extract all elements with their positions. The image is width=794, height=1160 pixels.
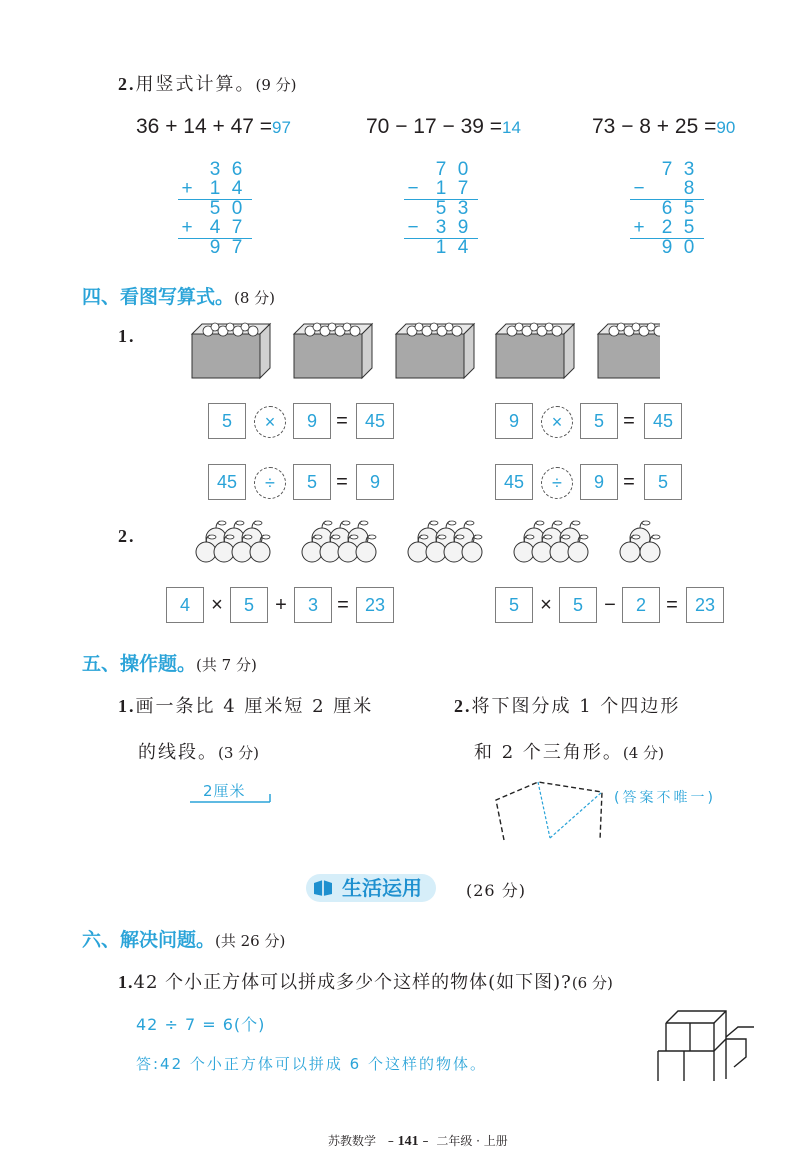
digit: 6 bbox=[661, 198, 673, 219]
digit: 5 bbox=[683, 217, 695, 238]
question-number: 2. bbox=[454, 696, 472, 716]
cube-blocks-illustration bbox=[190, 322, 660, 382]
question-number: 1. bbox=[118, 326, 136, 346]
digit: 1 bbox=[209, 178, 221, 199]
section-5-title bbox=[82, 649, 257, 676]
q5-1-line2 bbox=[138, 738, 259, 764]
expression-answer: 14 bbox=[502, 118, 521, 137]
cube-stack-figure bbox=[654, 1005, 754, 1085]
operator-circle: ÷ bbox=[254, 467, 286, 499]
question-text: 画一条比 4 厘米短 2 厘米 bbox=[135, 696, 374, 717]
digit: 5 bbox=[435, 198, 447, 219]
book-icon bbox=[312, 879, 334, 897]
operator-circle: ÷ bbox=[541, 467, 573, 499]
apple-group bbox=[514, 521, 588, 562]
answer-box: 5 bbox=[208, 403, 246, 439]
footer-book-title: 苏教数学 bbox=[328, 1134, 377, 1148]
question-points: (3 分) bbox=[218, 744, 260, 762]
problem-1-expression bbox=[136, 115, 291, 139]
digit: 3 bbox=[457, 198, 469, 219]
digit: 4 bbox=[457, 237, 469, 258]
answer-box: 9 bbox=[356, 464, 394, 500]
section-points: (8 分) bbox=[234, 289, 276, 307]
page-footer: 苏教数学 – 141 – 二年级 · 上册 bbox=[328, 1134, 508, 1149]
q5-2-line2 bbox=[474, 738, 664, 764]
answer-box: 9 bbox=[495, 403, 533, 439]
equals-sign: = bbox=[336, 471, 348, 493]
answer-box: 9 bbox=[293, 403, 331, 439]
operator-sign: × bbox=[540, 594, 552, 616]
apple-group bbox=[302, 521, 376, 562]
answer-box: 45 bbox=[208, 464, 246, 500]
digit: 8 bbox=[683, 178, 695, 199]
section-title-text: 六、解决问题。 bbox=[82, 929, 216, 951]
operator: − bbox=[407, 217, 419, 238]
operator-sign: − bbox=[604, 594, 616, 616]
cube-block bbox=[396, 323, 474, 378]
problem-2-expression bbox=[366, 115, 521, 139]
operator: − bbox=[633, 178, 645, 199]
equals-sign: = bbox=[337, 594, 349, 616]
answer-note: (答案不唯一) bbox=[614, 790, 716, 806]
answer-box: 4 bbox=[166, 587, 204, 623]
answer-box: 45 bbox=[356, 403, 394, 439]
q5-2-line1 bbox=[454, 692, 680, 718]
question-points: (9 分) bbox=[255, 76, 297, 94]
equals-sign: = bbox=[336, 410, 348, 432]
answer-box: 5 bbox=[495, 587, 533, 623]
expression-answer: 97 bbox=[272, 118, 291, 137]
operator: + bbox=[181, 217, 193, 238]
calc-line: 42 ÷ 7 = 6(个) bbox=[136, 1015, 266, 1034]
cube-block bbox=[192, 323, 270, 378]
question-number: 1. bbox=[118, 972, 134, 992]
question-number: 2. bbox=[118, 74, 136, 94]
answer-box: 5 bbox=[559, 587, 597, 623]
page-number: 141 bbox=[397, 1134, 419, 1149]
life-application-banner bbox=[306, 874, 436, 902]
answer-box: 23 bbox=[686, 587, 724, 623]
problem-3-expression bbox=[592, 115, 735, 139]
apple-groups-illustration bbox=[190, 518, 680, 568]
answer-box: 3 bbox=[294, 587, 332, 623]
digit: 3 bbox=[435, 217, 447, 238]
drawn-segment bbox=[186, 790, 276, 806]
digit: 7 bbox=[231, 217, 243, 238]
vertical-calc-3 bbox=[630, 160, 710, 260]
expression-text: 36 + 14 + 47 = bbox=[136, 115, 273, 138]
operator-circle: × bbox=[541, 406, 573, 438]
digit: 5 bbox=[683, 198, 695, 219]
digit: 3 bbox=[683, 159, 695, 180]
digit: 7 bbox=[435, 159, 447, 180]
cube-block bbox=[294, 323, 372, 378]
equals-sign: = bbox=[623, 410, 635, 432]
equals-sign: = bbox=[666, 594, 678, 616]
q6-1-line bbox=[118, 968, 613, 994]
answer-box: 5 bbox=[230, 587, 268, 623]
digit: 2 bbox=[661, 217, 673, 238]
digit: 1 bbox=[435, 237, 447, 258]
answer-box: 2 bbox=[622, 587, 660, 623]
operator-sign: + bbox=[275, 594, 287, 616]
answer-box: 5 bbox=[644, 464, 682, 500]
answer-box: 45 bbox=[495, 464, 533, 500]
expression-answer: 90 bbox=[716, 118, 736, 137]
digit: 4 bbox=[231, 178, 243, 199]
digit: 0 bbox=[457, 159, 469, 180]
section-points: (共 7 分) bbox=[196, 656, 257, 674]
line-length-label: 2厘米 bbox=[203, 782, 246, 800]
cube-block bbox=[598, 323, 660, 378]
section-title-text: 五、操作题。 bbox=[82, 653, 197, 675]
banner-points: (26 分) bbox=[466, 881, 526, 900]
banner-label: 生活运用 bbox=[342, 876, 422, 900]
operator: + bbox=[633, 217, 645, 238]
digit: 4 bbox=[209, 217, 221, 238]
question-points: (6 分) bbox=[571, 974, 613, 992]
digit: 1 bbox=[435, 178, 447, 199]
digit: 7 bbox=[231, 237, 243, 258]
footer-grade: 二年级 · 上册 bbox=[436, 1134, 508, 1148]
vertical-calc-1 bbox=[178, 160, 258, 260]
digit: 9 bbox=[457, 217, 469, 238]
digit: 7 bbox=[661, 159, 673, 180]
section-6-title bbox=[82, 925, 285, 952]
apple-group bbox=[620, 521, 660, 562]
digit: 5 bbox=[209, 198, 221, 219]
question-points: (4 分) bbox=[622, 744, 664, 762]
answer-box: 5 bbox=[580, 403, 618, 439]
digit: 3 bbox=[209, 159, 221, 180]
question-text: 将下图分成 1 个四边形 bbox=[471, 696, 681, 717]
operator: + bbox=[181, 178, 193, 199]
apple-group bbox=[196, 521, 270, 562]
section-4-title bbox=[82, 282, 275, 309]
cube-block bbox=[496, 323, 574, 378]
operator-circle: × bbox=[254, 406, 286, 438]
operator-sign: × bbox=[211, 594, 223, 616]
question-text: 和 2 个三角形。 bbox=[474, 742, 623, 763]
digit: 0 bbox=[683, 237, 695, 258]
answer-box: 23 bbox=[356, 587, 394, 623]
question-text: 42 个小正方体可以拼成多少个这样的物体(如下图)? bbox=[133, 972, 572, 993]
answer-line: 答:42 个小正方体可以拼成 6 个这样的物体。 bbox=[136, 1055, 487, 1073]
section-points: (共 26 分) bbox=[215, 932, 286, 950]
digit: 9 bbox=[661, 237, 673, 258]
question-number: 2. bbox=[118, 526, 136, 546]
expression-text: 73 − 8 + 25 = bbox=[592, 115, 717, 138]
q2-header bbox=[118, 70, 297, 96]
answer-box: 5 bbox=[293, 464, 331, 500]
apple-group bbox=[408, 521, 482, 562]
section-title-text: 四、看图写算式。 bbox=[82, 286, 235, 308]
answer-box: 45 bbox=[644, 403, 682, 439]
question-number: 1. bbox=[118, 696, 136, 716]
q5-1-line1 bbox=[118, 692, 373, 718]
operator: − bbox=[407, 178, 419, 199]
answer-box: 9 bbox=[580, 464, 618, 500]
question-text: 的线段。 bbox=[138, 742, 218, 763]
equals-sign: = bbox=[623, 471, 635, 493]
polygon-division-figure bbox=[490, 778, 614, 844]
question-text: 用竖式计算。 bbox=[135, 74, 256, 95]
digit: 6 bbox=[231, 159, 243, 180]
digit: 9 bbox=[209, 237, 221, 258]
expression-text: 70 − 17 − 39 = bbox=[366, 115, 503, 138]
digit: 7 bbox=[457, 178, 469, 199]
digit: 0 bbox=[231, 198, 243, 219]
vertical-calc-2 bbox=[404, 160, 484, 260]
